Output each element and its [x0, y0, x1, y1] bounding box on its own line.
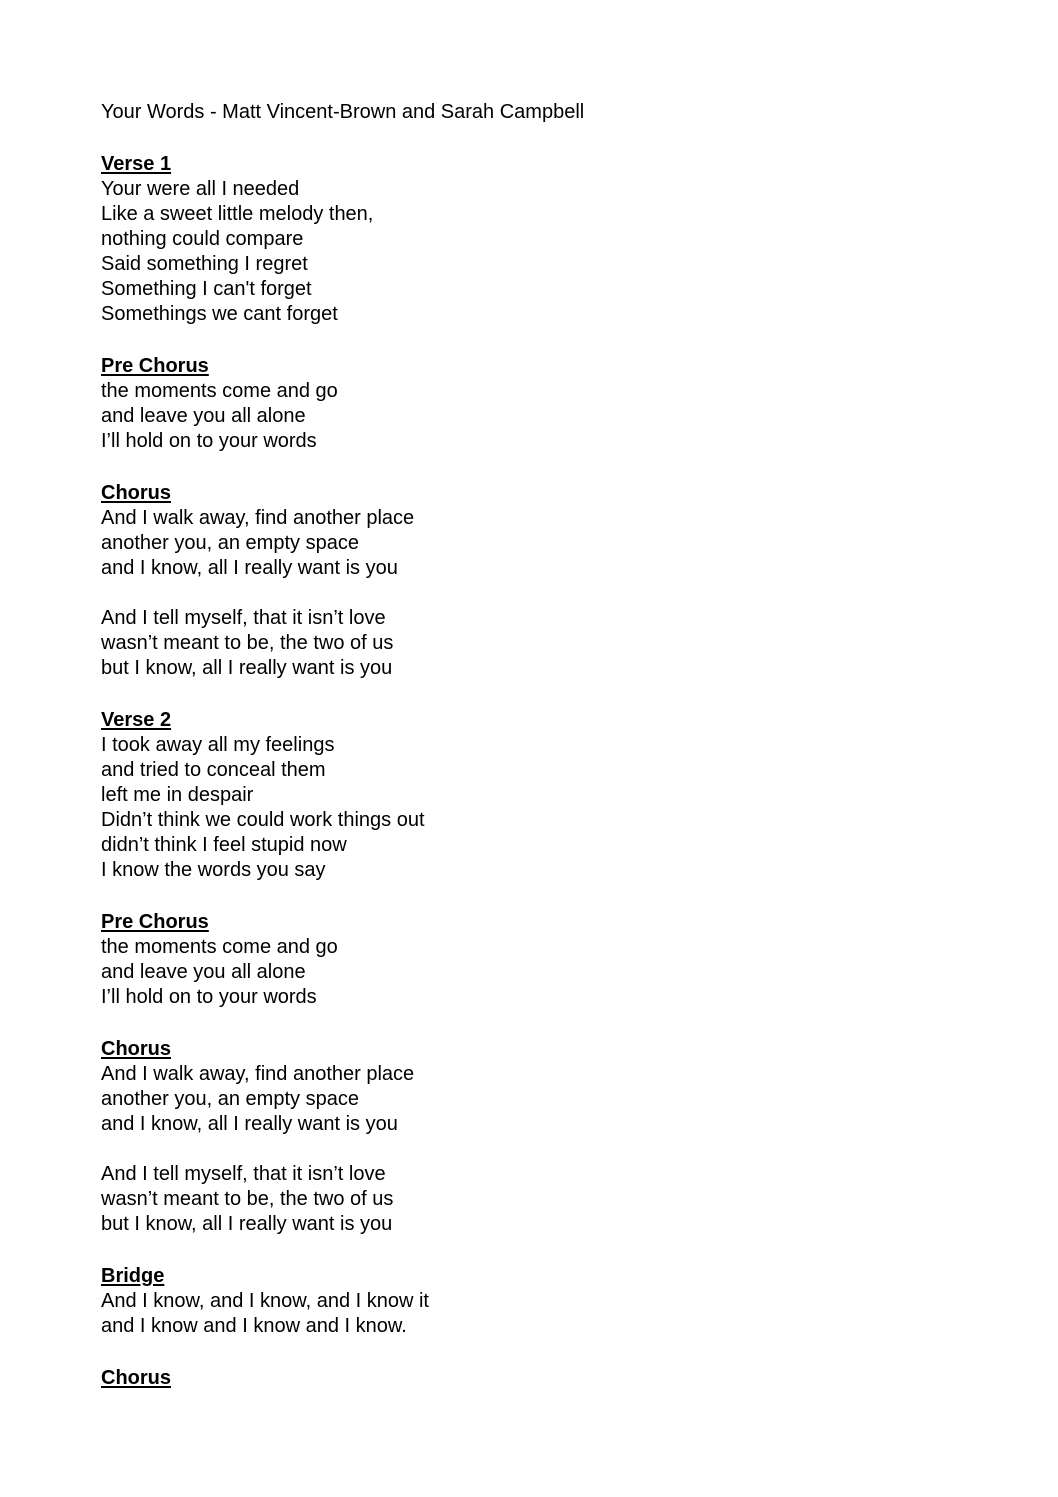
stanza [101, 1062, 1001, 1137]
lyric-line: I know the words you say [101, 859, 326, 881]
lyric-line: and leave you all alone [101, 405, 306, 427]
lyrics-section [101, 910, 1001, 1010]
lyrics-section [101, 708, 1001, 883]
lyric-line: I took away all my feelings [101, 734, 335, 756]
lyric-line: another you, an empty space [101, 532, 359, 554]
lyric-line: nothing could compare [101, 228, 304, 250]
stanza [101, 606, 1001, 681]
lyrics-section [101, 152, 1001, 327]
lyric-line: left me in despair [101, 784, 254, 806]
stanza [101, 379, 1001, 454]
lyric-line: And I tell myself, that it isn’t love [101, 1163, 386, 1185]
lyrics-document [101, 100, 1001, 1418]
lyric-line: but I know, all I really want is you [101, 1213, 393, 1235]
section-heading: Pre Chorus [101, 911, 209, 933]
stanza [101, 1289, 1001, 1339]
lyrics-section [101, 1037, 1001, 1237]
lyric-line: Something I can't forget [101, 278, 312, 300]
document-title: Your Words - Matt Vincent-Brown and Sarah Campbell [101, 101, 585, 123]
lyrics-sections [101, 152, 1001, 1391]
lyric-line: wasn’t meant to be, the two of us [101, 632, 394, 654]
lyric-line: Like a sweet little melody then, [101, 203, 374, 225]
stanza [101, 733, 1001, 883]
lyric-line: And I walk away, find another place [101, 507, 415, 529]
lyric-line: I’ll hold on to your words [101, 986, 317, 1008]
section-heading: Chorus [101, 1367, 171, 1389]
section-heading: Verse 2 [101, 709, 172, 731]
lyric-line: and leave you all alone [101, 961, 306, 983]
section-heading: Pre Chorus [101, 355, 209, 377]
lyric-line: Your were all I needed [101, 178, 300, 200]
lyric-line: another you, an empty space [101, 1088, 359, 1110]
lyric-line: but I know, all I really want is you [101, 657, 393, 679]
lyric-line: the moments come and go [101, 380, 338, 402]
lyric-line: and tried to conceal them [101, 759, 326, 781]
stanza [101, 506, 1001, 581]
lyric-line: I’ll hold on to your words [101, 430, 317, 452]
lyrics-section [101, 354, 1001, 454]
section-heading: Bridge [101, 1265, 165, 1287]
stanza [101, 1162, 1001, 1237]
lyric-line: and I know and I know and I know. [101, 1315, 407, 1337]
lyrics-section [101, 1264, 1001, 1339]
section-heading: Chorus [101, 482, 171, 504]
section-heading: Verse 1 [101, 153, 172, 175]
lyric-line: And I know, and I know, and I know it [101, 1290, 429, 1312]
lyric-line: Said something I regret [101, 253, 308, 275]
lyric-line: Somethings we cant forget [101, 303, 338, 325]
lyrics-section [101, 481, 1001, 681]
stanza [101, 177, 1001, 327]
lyric-line: wasn’t meant to be, the two of us [101, 1188, 394, 1210]
lyrics-section [101, 1366, 1001, 1391]
lyric-line: and I know, all I really want is you [101, 557, 398, 579]
stanza [101, 935, 1001, 1010]
section-heading: Chorus [101, 1038, 171, 1060]
lyric-line: and I know, all I really want is you [101, 1113, 398, 1135]
lyric-line: And I tell myself, that it isn’t love [101, 607, 386, 629]
lyric-line: Didn’t think we could work things out [101, 809, 425, 831]
lyric-line: the moments come and go [101, 936, 338, 958]
lyric-line: And I walk away, find another place [101, 1063, 415, 1085]
lyric-line: didn’t think I feel stupid now [101, 834, 347, 856]
